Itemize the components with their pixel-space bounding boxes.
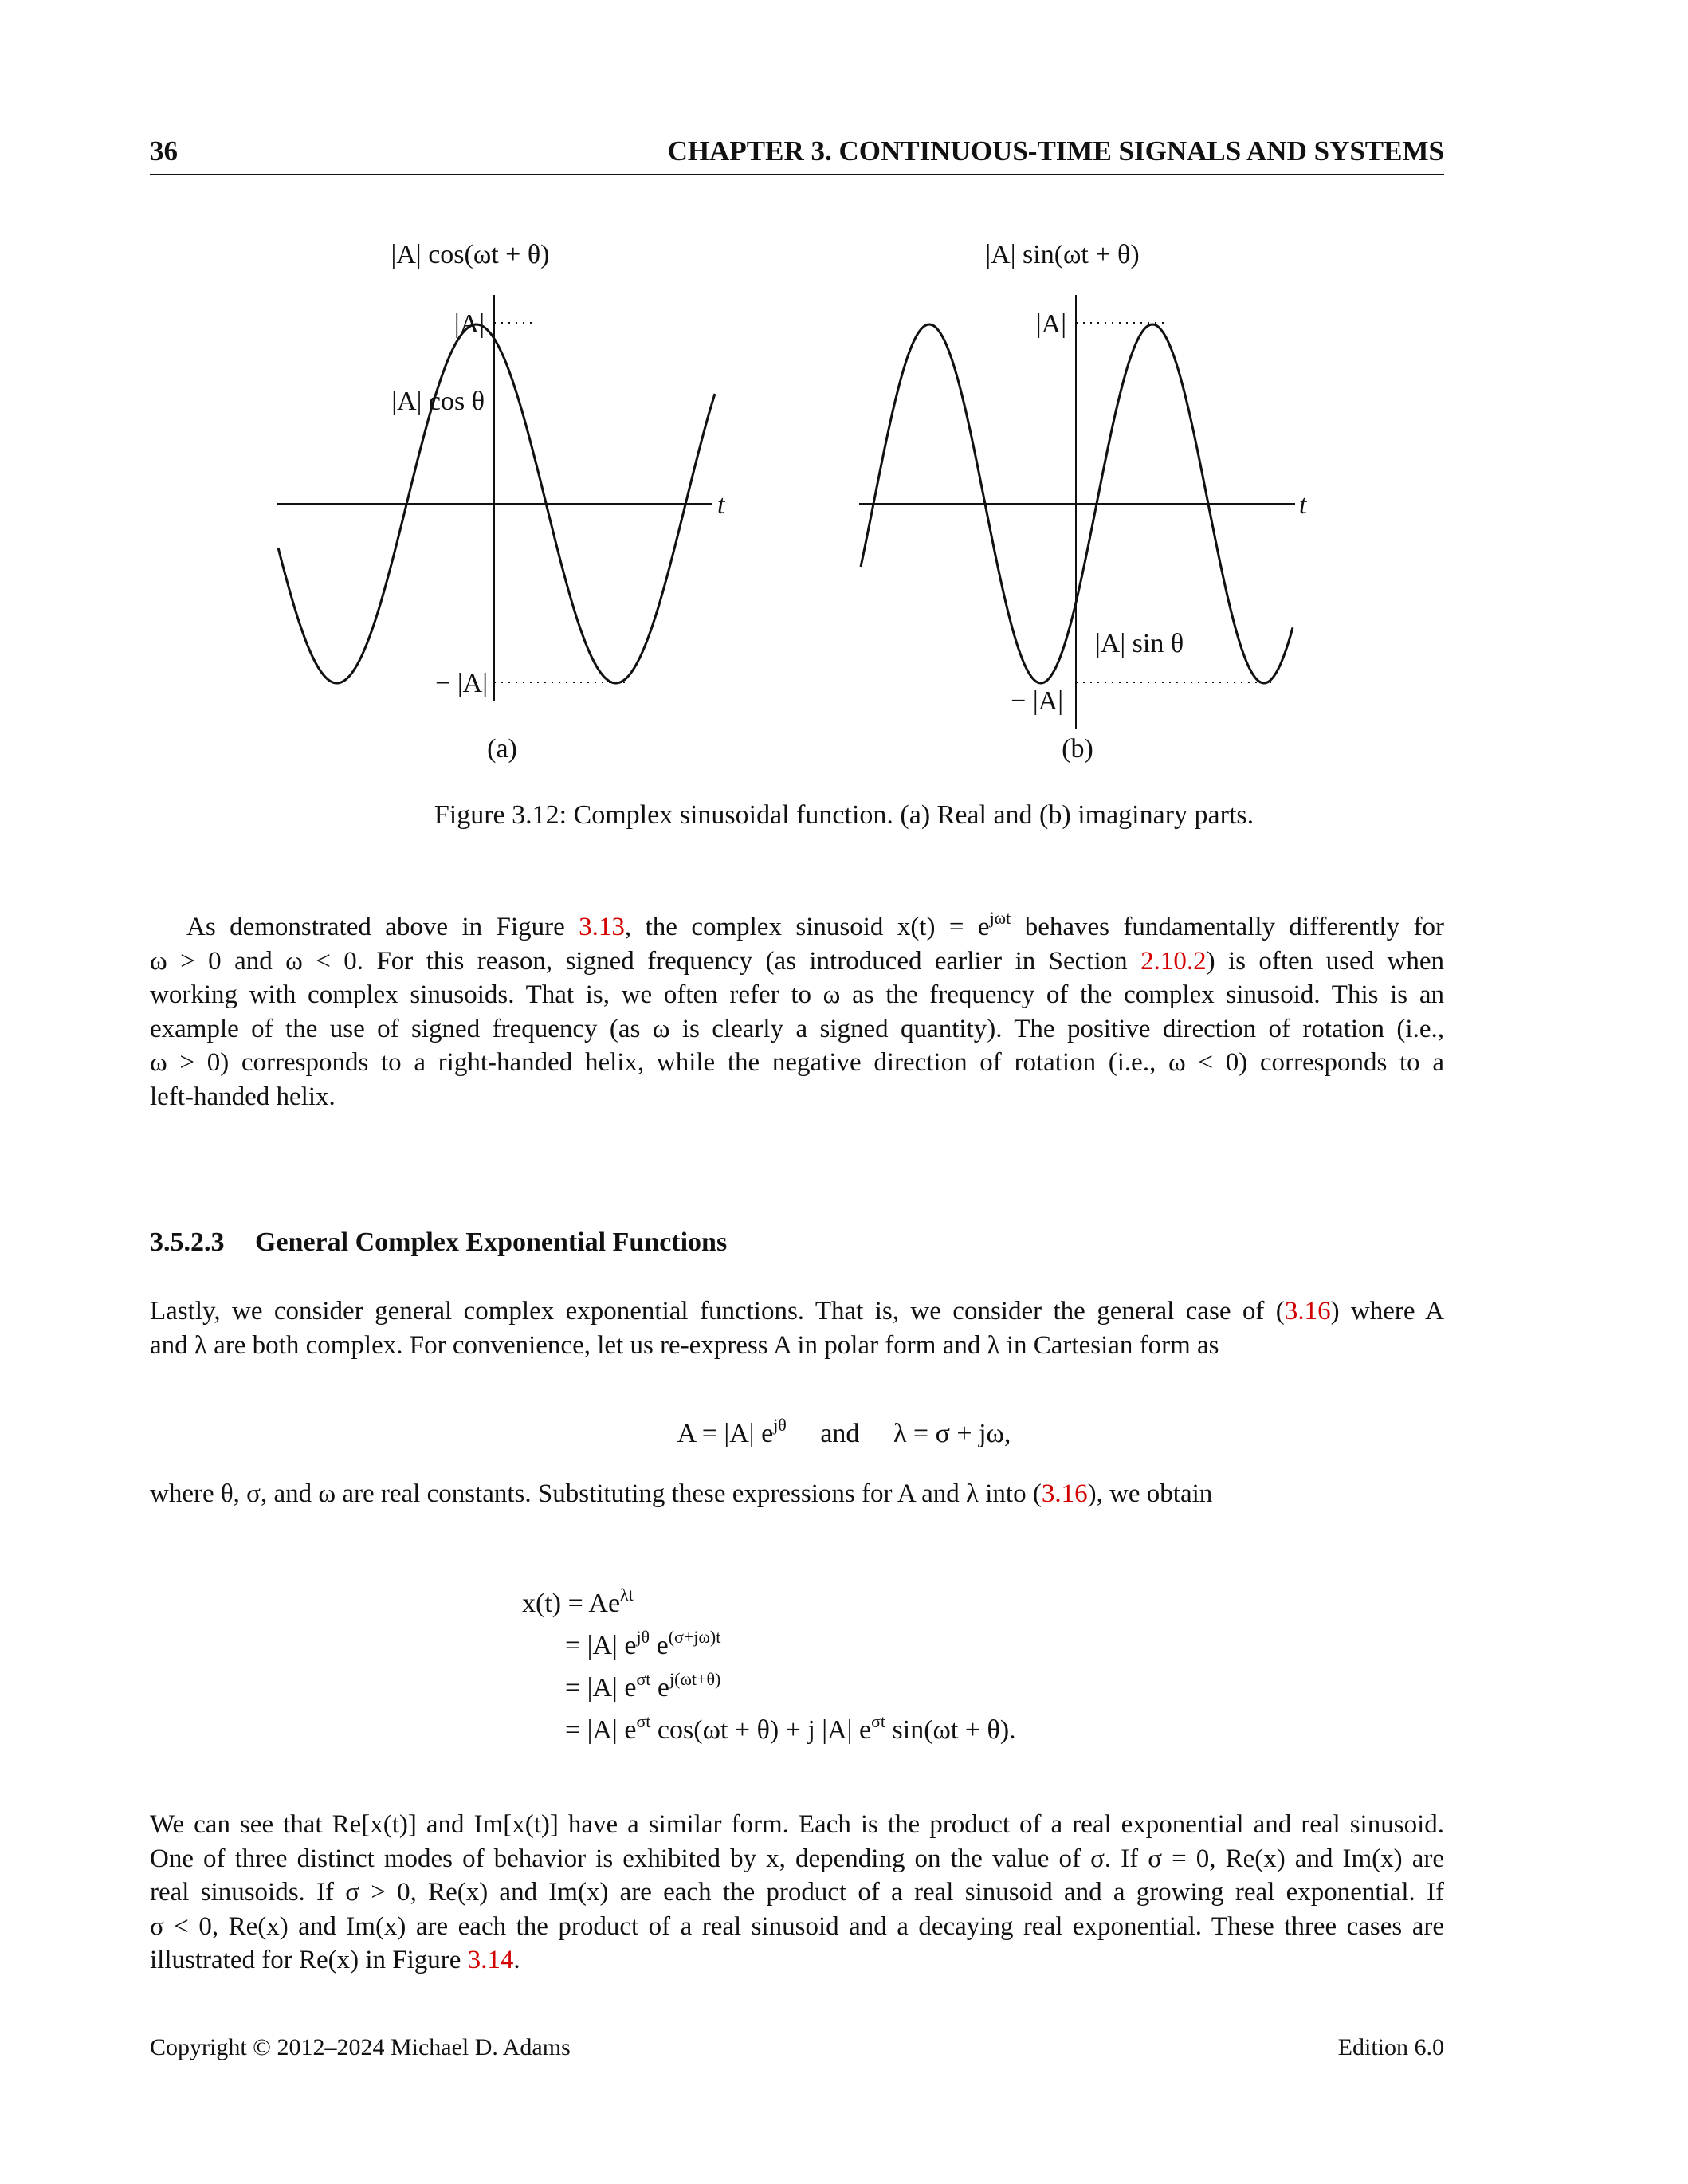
text-line <box>150 1943 1444 1978</box>
panel-a-title: |A| cos(ωt + θ) <box>391 240 550 269</box>
panel-b-sublabel: (b) <box>1062 734 1093 764</box>
superscript: j(ωt+θ) <box>669 1669 721 1689</box>
eq-row <box>522 1667 1016 1709</box>
panel-a-sublabel: (a) <box>487 734 517 764</box>
figure-ref-link[interactable]: 3.14 <box>467 1946 514 1974</box>
text-line: One of three distinct modes of behavior is exhibited by x, depending on the value of σ. If σ = 0, Re(x) and Im(x) are <box>150 1844 1444 1873</box>
equation-ref-link[interactable]: 3.16 <box>1041 1479 1088 1508</box>
figure-caption: Figure 3.12: Complex sinusoidal function. (a) Real and (b) imaginary parts. <box>434 800 1254 830</box>
text-run: . <box>513 1946 520 1974</box>
text-line: ω > 0) corresponds to a right-handed helix, while the negative direction of rotation (i.e., ω < 0) corresponds to a <box>150 1048 1444 1077</box>
panel-b-title: |A| sin(ωt + θ) <box>985 240 1140 269</box>
eq-rhs: λ = σ + jω, <box>893 1419 1011 1448</box>
text-run: illustrated for Re(x) in Figure <box>150 1946 468 1974</box>
eq-text: e <box>650 1673 670 1703</box>
paragraph-general-exponential <box>150 1294 1444 1362</box>
copyright: Copyright © 2012–2024 Michael D. Adams <box>150 2034 571 2060</box>
eq-text: = |A| e <box>565 1715 637 1745</box>
panel-b-sin-theta-label: |A| sin θ <box>1095 629 1184 658</box>
text-line: and λ are both complex. For convenience, let us re-express A in polar form and λ in Cartesian form as <box>150 1330 1219 1360</box>
eq-text: cos(ωt + θ) + j |A| e <box>650 1715 872 1745</box>
eq-row <box>522 1582 1016 1624</box>
text-line <box>150 1477 1444 1511</box>
text-line: σ < 0, Re(x) and Im(x) are each the product of a real sinusoid and a decaying real exponential. These three cases are <box>150 1911 1444 1941</box>
text-run: ω > 0 and ω < 0. For this reason, signed frequency (as introduced earlier in Section <box>150 946 1141 976</box>
edition: Edition 6.0 <box>1337 2034 1444 2060</box>
superscript: λt <box>620 1585 634 1605</box>
figure-ref-link[interactable]: 3.13 <box>579 913 625 941</box>
panel-a-neg-amp-label: − |A| <box>435 669 488 698</box>
eq-text: = |A| e <box>565 1631 637 1660</box>
superscript: jθ <box>773 1415 787 1435</box>
text-line <box>150 1294 1444 1329</box>
text-run: Lastly, we consider general complex exponential functions. That is, we consider the general case of ( <box>150 1297 1285 1326</box>
superscript: (σ+jω)t <box>668 1627 721 1647</box>
text-line <box>150 910 1444 945</box>
section-heading <box>150 1228 727 1258</box>
running-header <box>150 134 1444 175</box>
section-title: General Complex Exponential Functions <box>255 1228 728 1257</box>
superscript: σt <box>636 1711 651 1731</box>
text-run: ) is often used when <box>1206 946 1444 976</box>
chapter-title: CHAPTER 3. CONTINUOUS-TIME SIGNALS AND SYSTEMS <box>667 136 1444 167</box>
text-line: left-handed helix. <box>150 1082 336 1111</box>
panel-b-neg-amp-label: − |A| <box>1011 686 1063 716</box>
eq-row <box>522 1709 1016 1751</box>
text-line: example of the use of signed frequency (as ω is clearly a signed quantity). The positive direction of rotation (i.e., <box>150 1014 1444 1043</box>
paragraph-substitution <box>150 1477 1444 1511</box>
superscript: σt <box>871 1711 886 1731</box>
text-run: behaves fundamentally differently for <box>1011 913 1444 941</box>
eq-text: e <box>650 1631 669 1660</box>
text-line: working with complex sinusoids. That is, we often refer to ω as the frequency of the complex sinusoid. This is an <box>150 980 1444 1009</box>
text-run: ), we obtain <box>1087 1479 1213 1508</box>
page-number: 36 <box>150 136 178 167</box>
text-run: , the complex sinusoid x(t) = e <box>624 913 990 941</box>
panel-a-axis-label: t <box>717 490 725 520</box>
panel-a <box>277 240 726 764</box>
text-run: ) where A <box>1330 1297 1444 1326</box>
superscript: jωt <box>989 908 1011 928</box>
section-ref-link[interactable]: 2.10.2 <box>1140 946 1207 976</box>
panel-b-amp-label: |A| <box>1035 309 1066 339</box>
equation-array <box>522 1582 1016 1751</box>
panel-a-amp-label: |A| <box>453 309 485 339</box>
text-line: real sinusoids. If σ > 0, Re(x) and Im(x) are each the product of a real sinusoid and a growing real exponential. If <box>150 1878 1444 1907</box>
panel-a-cos-theta-label: |A| cos θ <box>391 387 485 416</box>
equation-polar-cartesian <box>0 1415 1688 1449</box>
paragraph-modes <box>150 1808 1444 1978</box>
eq-text: sin(ωt + θ). <box>885 1715 1016 1745</box>
text-line: We can see that Re[x(t)] and Im[x(t)] have a similar form. Each is the product of a real exponential and real sinusoid. <box>150 1810 1444 1839</box>
eq-and: and <box>820 1419 860 1448</box>
superscript: σt <box>636 1669 651 1689</box>
eq-row <box>522 1624 1016 1667</box>
eq-text: x(t) = Ae <box>522 1589 621 1618</box>
eq-text: = |A| e <box>565 1673 637 1703</box>
figure-3-12 <box>0 215 1688 797</box>
superscript: jθ <box>636 1627 650 1647</box>
text-line <box>150 945 1444 979</box>
panel-b <box>859 240 1308 764</box>
panel-b-axis-label: t <box>1299 490 1307 520</box>
paragraph-signed-frequency <box>150 910 1444 1114</box>
eq-lhs: A = |A| e <box>677 1419 774 1448</box>
text-run: where θ, σ, and ω are real constants. Substituting these expressions for A and λ into ( <box>150 1479 1042 1508</box>
section-number: 3.5.2.3 <box>150 1228 225 1257</box>
equation-ref-link[interactable]: 3.16 <box>1284 1297 1331 1326</box>
text-run: As demonstrated above in Figure <box>186 913 579 941</box>
